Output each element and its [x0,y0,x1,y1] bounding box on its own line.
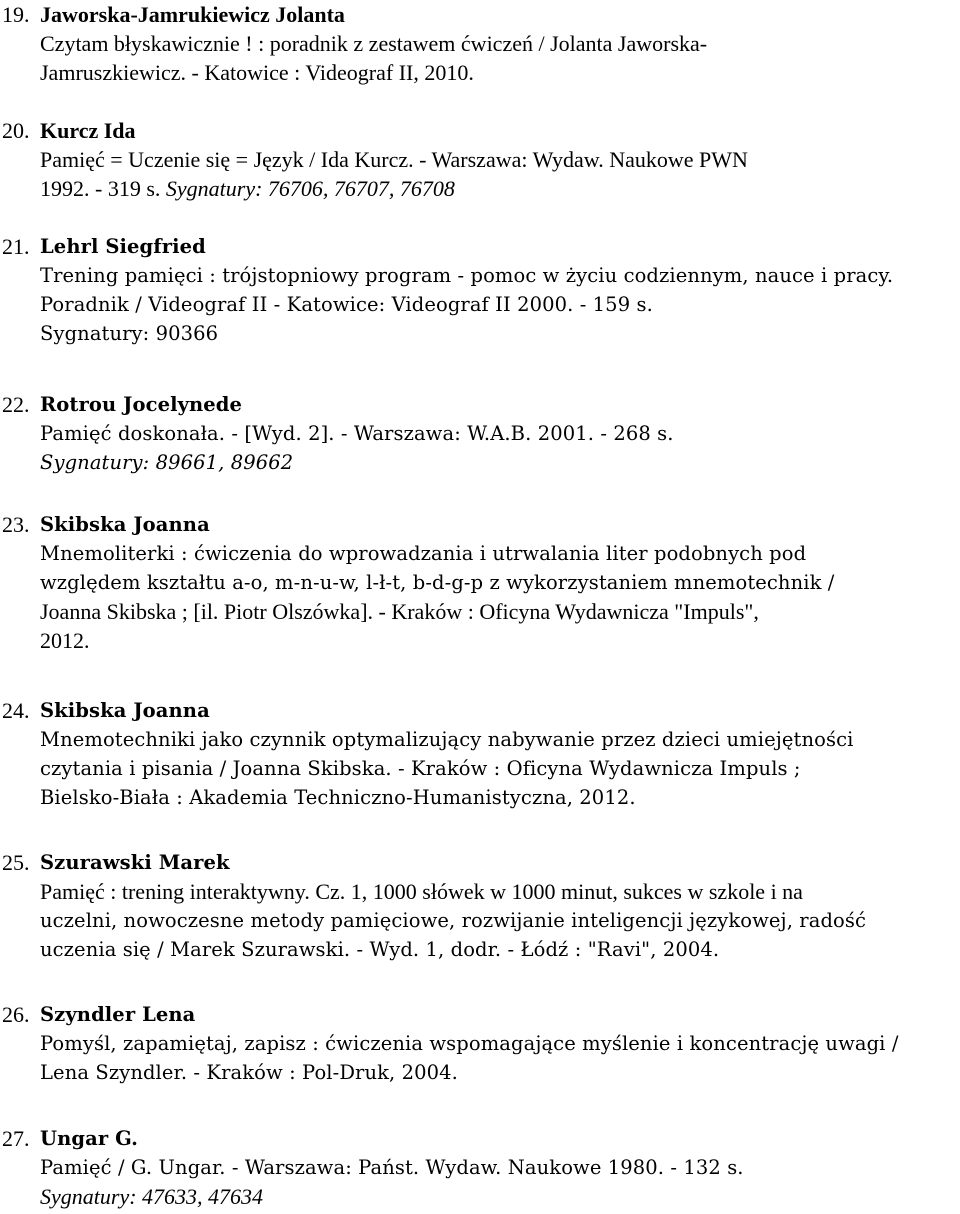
entry-number: 23. [2,512,30,537]
entry-line: Pamięć : trening interaktywny. Cz. 1, 1000 słówek w 1000 minut, sukces w szkole i na [40,879,803,904]
entry-number: 19. [2,2,30,27]
entry-line: Lena Szyndler. - Kraków : Pol-Druk, 2004. [40,1061,458,1084]
entry-line: uczelni, nowoczesne metody pamięciowe, rozwijanie inteligencji językowej, radość [40,909,866,932]
entry-line: Czytam błyskawicznie ! : poradnik z zestawem ćwiczeń / Jolanta Jaworska- [40,31,708,56]
bibliography-entry-19 [0,0,960,87]
bibliography-entry-25 [0,848,960,964]
entry-line: Jamruszkiewicz. - Katowice : Videograf II, 2010. [40,60,474,85]
bibliography-entry-21 [0,232,960,348]
entry-number: 27. [2,1126,30,1151]
entry-author: Skibska Joanna [40,513,210,536]
entry-line: Mnemotechniki jako czynnik optymalizujący nabywanie przez dzieci umiejętności [40,728,854,751]
bibliography-entry-27 [0,1124,960,1211]
entry-signatures: Sygnatury: 89661, 89662 [40,451,294,474]
entry-signatures: Sygnatury: 90366 [40,322,219,345]
entry-number: 26. [2,1002,30,1027]
entry-number: 25. [2,850,30,875]
entry-line: Joanna Skibska ; [il. Piotr Olszówka]. - Kraków : Oficyna Wydawnicza "Impuls", [40,599,759,624]
bibliography-entry-24 [0,696,960,812]
bibliography-entry-23 [0,510,960,655]
entry-line-text: 1992. - 319 s. [40,176,166,201]
entry-line: Mnemoliterki : ćwiczenia do wprowadzania i utrwalania liter podobnych pod [40,542,807,565]
entry-number: 21. [2,234,30,259]
entry-line: względem kształtu a-o, m-n-u-w, l-ł-t, b-d-g-p z wykorzystaniem mnemotechnik / [40,571,835,594]
entry-line: uczenia się / Marek Szurawski. - Wyd. 1, dodr. - Łódź : "Ravi", 2004. [40,938,720,961]
entry-line: Poradnik / Videograf II - Katowice: Videograf II 2000. - 159 s. [40,293,653,316]
entry-line: 2012. [40,628,90,653]
entry-signatures: Sygnatury: 47633, 47634 [40,1184,264,1209]
entry-author: Szyndler Lena [40,1003,196,1026]
entry-line: Pamięć / G. Ungar. - Warszawa: Państ. Wydaw. Naukowe 1980. - 132 s. [40,1156,744,1179]
entry-line: czytania i pisania / Joanna Skibska. - Kraków : Oficyna Wydawnicza Impuls ; [40,757,801,780]
entry-number: 24. [2,698,30,723]
entry-number: 22. [2,392,30,417]
entry-line: Pomyśl, zapamiętaj, zapisz : ćwiczenia wspomagające myślenie i koncentrację uwagi / [40,1032,899,1055]
entry-author: Ungar G. [40,1127,139,1150]
entry-author: Szurawski Marek [40,851,230,874]
entry-signatures: Sygnatury: 76706, 76707, 76708 [165,176,455,201]
bibliography-entry-22 [0,390,960,477]
entry-author: Kurcz Ida [40,118,136,143]
entry-number: 20. [2,118,30,143]
entry-line: Pamięć doskonała. - [Wyd. 2]. - Warszawa: W.A.B. 2001. - 268 s. [40,422,674,445]
entry-author: Jaworska-Jamrukiewicz Jolanta [40,2,345,27]
bibliography-entry-20 [0,116,960,203]
entry-line: Pamięć = Uczenie się = Język / Ida Kurcz. - Warszawa: Wydaw. Naukowe PWN [40,147,748,172]
entry-author: Lehrl Siegfried [40,235,206,258]
entry-line: Trening pamięci : trójstopniowy program - pomoc w życiu codziennym, nauce i pracy. [40,264,894,287]
entry-author: Rotrou Jocelynede [40,393,243,416]
bibliography-entry-26 [0,1000,960,1087]
entry-author: Skibska Joanna [40,699,210,722]
entry-line: Bielsko-Biała : Akademia Techniczno-Humanistyczna, 2012. [40,786,636,809]
entry-line [0,174,960,203]
